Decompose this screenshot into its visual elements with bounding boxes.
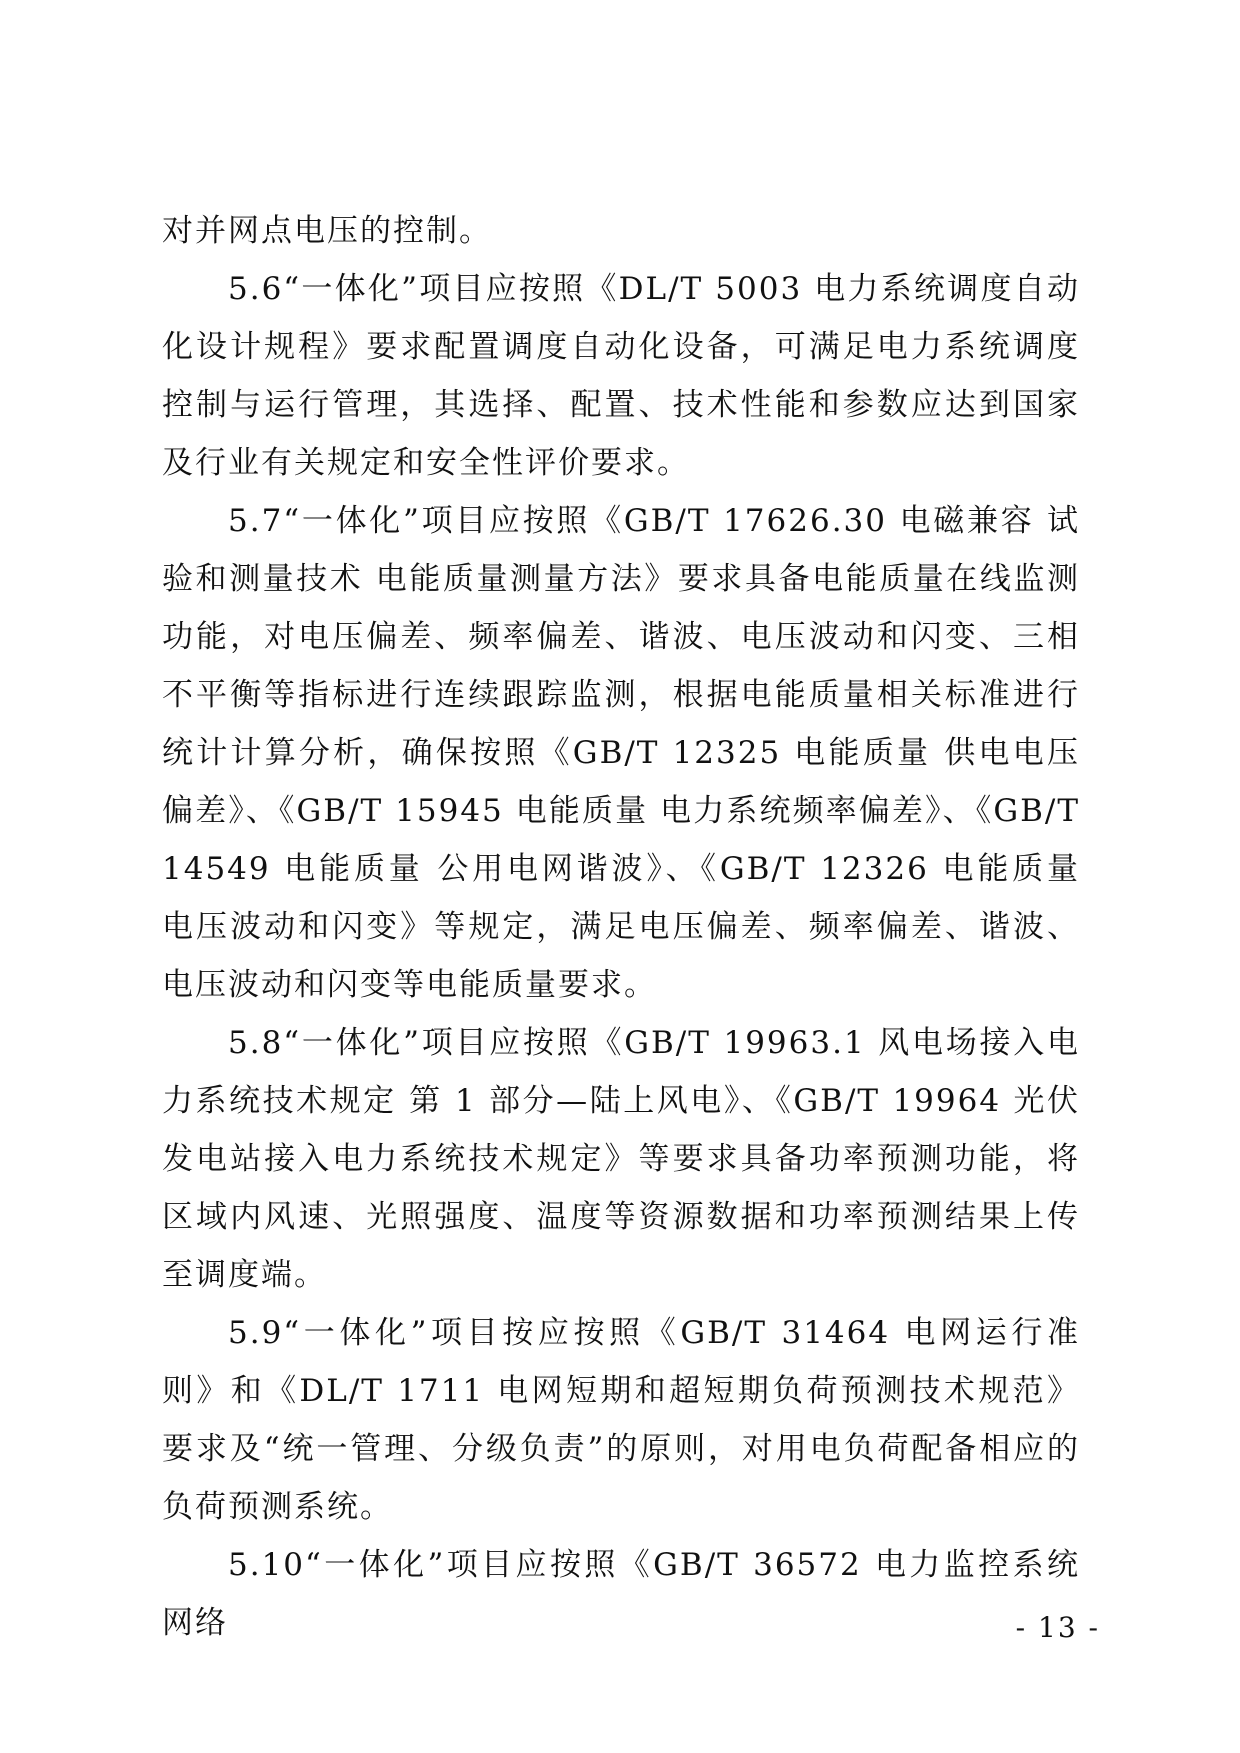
page-number: - 13 - [1015, 1611, 1100, 1644]
paragraph-5-7: 5.7“一体化”项目应按照《GB/T 17626.30 电磁兼容 试验和测量技术 电能质量测量方法》要求具备电能质量在线监测功能，对电压偏差、频率偏差、谐波、电压波动和闪变、三相不平衡等指标进行连续跟踪监测，根据电能质量相关标准进行统计计算分析，确保按照《GB/T 12325 电能质量 供电电压偏差》、《GB/T 15945 电能质量 电力系统频率偏差》、《GB/T 14549 电能质量 公用电网谐波》、《GB/T 12326 电能质量 电压波动和闪变》等规定，满足电压偏差、频率偏差、谐波、电压波动和闪变等电能质量要求。 [162, 503, 1080, 1003]
paragraph-continuation: 对并网点电压的控制。 [162, 213, 492, 249]
paragraph-5-10: 5.10“一体化”项目应按照《GB/T 36572 电力监控系统网络 [162, 1547, 1080, 1641]
paragraph-5-6: 5.6“一体化”项目应按照《DL/T 5003 电力系统调度自动化设计规程》要求配置调度自动化设备，可满足电力系统调度控制与运行管理，其选择、配置、技术性能和参数应达到国家及行业有关规定和安全性评价要求。 [162, 271, 1080, 481]
paragraph-5-8: 5.8“一体化”项目应按照《GB/T 19963.1 风电场接入电力系统技术规定 第 1 部分—陆上风电》、《GB/T 19964 光伏发电站接入电力系统技术规定》等要求具备功率预测功能，将区域内风速、光照强度、温度等资源数据和功率预测结果上传至调度端。 [162, 1025, 1080, 1293]
body-text [162, 202, 1080, 1652]
paragraph-5-9: 5.9“一体化”项目按应按照《GB/T 31464 电网运行准则》和《DL/T 1711 电网短期和超短期负荷预测技术规范》要求及“统一管理、分级负责”的原则，对用电负荷配备相应的负荷预测系统。 [162, 1315, 1080, 1525]
